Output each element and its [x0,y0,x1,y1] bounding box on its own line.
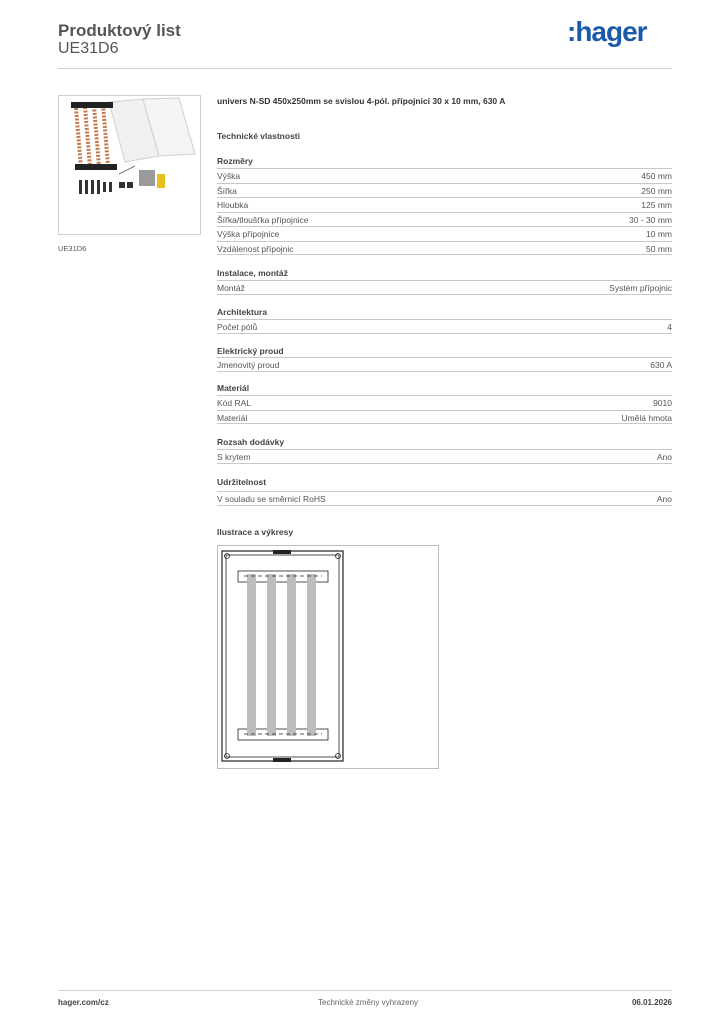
spec-row [217,241,672,256]
spec-key: Počet pólů [217,322,258,332]
section-title-delivery: Rozsah dodávky [217,437,285,447]
header-divider [58,68,672,69]
section-title-architecture: Architektura [217,307,268,317]
spec-row [217,226,672,241]
spec-row [217,410,672,425]
spec-value: Ano [656,452,672,462]
spec-value: 125 mm [641,200,672,210]
spec-key: Výška přípojnice [217,229,280,239]
section-title-sustainability: Udržitelnost [217,477,267,487]
spec-row [217,395,672,410]
technical-drawing [217,545,439,769]
product-photo [58,95,201,235]
product-code: UE31D6 [58,40,119,57]
spec-row [217,280,672,295]
spec-row [217,212,672,227]
spec-key: V souladu se směrnicí RoHS [217,494,326,504]
spec-value: 4 [667,322,672,332]
spec-row [217,183,672,198]
spec-key: Hloubka [217,200,249,210]
footer-divider [58,990,672,991]
spec-key: Výška [217,171,241,181]
section-title-material: Materiál [217,383,250,393]
spec-row [217,319,672,334]
logo-text: :hager [567,16,647,47]
spec-key: S krytem [217,452,251,462]
photo-caption: UE31D6 [58,244,87,253]
spec-value: Umělá hmota [621,412,672,423]
spec-key: Šířka/tloušťka přípojnice [217,214,309,225]
spec-row [217,449,672,464]
footer-note: Technické změny vyhrazeny [318,998,419,1007]
hager-logo [567,14,657,50]
tech-properties-title: Technické vlastnosti [217,131,300,141]
spec-value: 10 mm [646,229,672,239]
spec-value: 250 mm [641,185,672,196]
spec-value: 450 mm [641,171,672,181]
spec-value: Systém přípojnic [609,283,672,293]
spec-value: 30 - 30 mm [629,214,672,225]
spec-key: Kód RAL [217,398,252,408]
section-title-installation: Instalace, montáž [217,268,288,278]
spec-value: Ano [656,494,672,504]
footer-date: 06.01.2026 [631,998,672,1007]
page-title: Produktový list [58,21,181,40]
spec-row [217,197,672,212]
technical-drawing-svg [218,546,438,768]
product-photo-illustration [59,96,200,234]
spec-row [217,168,672,183]
spec-value: 9010 [653,398,672,408]
spec-key: Šířka [217,185,237,196]
spec-key: Vzdálenost přípojnic [217,243,294,254]
spec-key: Materiál [217,412,248,423]
spec-row [217,491,672,506]
section-title-dimensions: Rozměry [217,156,253,166]
illustrations-title: Ilustrace a výkresy [217,527,294,537]
spec-key: Montáž [217,283,245,293]
spec-value: 50 mm [646,243,672,254]
spec-row [217,357,672,372]
spec-key: Jmenovitý proud [217,360,280,370]
footer-website-link[interactable]: hager.com/cz [58,998,109,1007]
product-description: univers N-SD 450x250mm se svislou 4-pól. přípojnicí 30 x 10 mm, 630 A [217,96,506,106]
spec-value: 630 A [650,360,672,370]
section-title-current: Elektrický proud [217,346,284,356]
